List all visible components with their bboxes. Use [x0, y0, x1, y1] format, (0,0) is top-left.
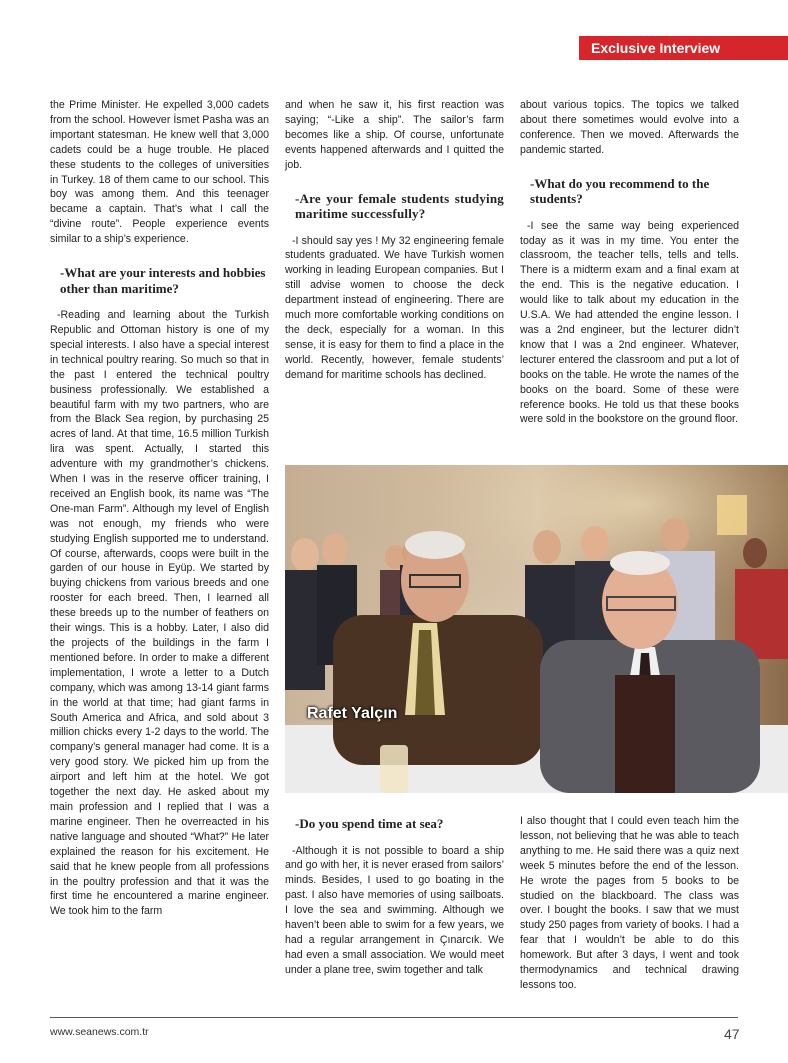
photo-illustration [285, 465, 788, 793]
photo-caption: Rafet Yalçın [307, 705, 398, 722]
column-1 [50, 98, 269, 919]
paragraph: and when he saw it, his first reaction was saying; “-Like a ship”. The sailor’s farm becomes like a ship. Of course, unfortunate events happened afterwards and I quitted the job. [285, 99, 504, 171]
footer-divider [50, 1017, 738, 1018]
column-5 [520, 814, 739, 993]
question-heading: -What are your interests and hobbies other than maritime? [60, 265, 266, 296]
paragraph: -I see the same way being experienced today as it was in my time. You enter the classroom, the teacher tells, tells and tells. There is a midterm exam and a final exam at the end. This is the negative education. I would like to talk about my education in the U.S.A. We had attended the engine lesson. I was a 2nd engineer, but the lecturer didn’t know that I was a 2nd engineer. Whatever, lecturer entered the classroom and put a lot of books on the table. He wrote the names of the books on the board. Some of these were reference books. He told us that these books were sold in the bookstore on the ground floor. [520, 219, 739, 426]
column-4 [285, 800, 504, 978]
column-2 [285, 98, 504, 383]
paragraph: -Although it is not possible to board a ship and go with her, it is never erased from sailors’ minds. Besides, I used to go boating in the past. I also have memories of using sailboats. I love the sea and swimming. Although we haven’t been able to swim for a few years, we had a regular arrangement in Çınarcık. We had even a small association. We would meet under a plane tree, swim together and talk [285, 844, 504, 976]
column-3 [520, 98, 739, 427]
footer-url: www.seanews.com.tr [50, 1026, 149, 1038]
section-header [579, 36, 788, 60]
paragraph: the Prime Minister. He expelled 3,000 cadets from the school. However İsmet Pasha was an important statesman. He knew well that 3,000 cadets could be a huge trouble. He placed these students to the colleges of universities in Turkey. 18 of them came to our school. This boy was among them. And this teenager became a captain. That’s what I call the “divine route”. People experience events similar to a ship’s experience. [50, 99, 269, 246]
question-heading: -What do you recommend to the students? [530, 175, 710, 207]
paragraph: about various topics. The topics we talked about there sometimes would evolve into a conference. Then we moved. Afterwards the pandemic started. [520, 99, 739, 156]
section-title: Exclusive Interview [591, 40, 721, 56]
paragraph: I also thought that I could even teach him the lesson, not believing that he was able to teach anything to me. He said there was a quiz next week 5 minutes before the end of the lesson. He wrote the pages from 5 books to be studied on the blackboard. The class was over. I bought the books. I saw that we must study 250 pages from variety of books. I had a fear that I wouldn’t be able to do this homework. But after 3 days, I went and took thermodynamics and technical drawing lessons too. [520, 815, 739, 991]
question-heading: -Are your female students studying maritime successfully? [295, 190, 504, 222]
paragraph: -I should say yes ! My 32 engineering female students graduated. We have Turkish women working in leading European companies. But I still advise women to choose the deck department instead of engineering. There are much more comfortable working conditions on the deck, especially for a woman. In this sense, it is easy for them to find a place in the world. Recently, however, female students’ demand for maritime schools has declined. [285, 234, 504, 381]
question-heading: -Do you spend time at sea? [295, 816, 444, 831]
page-number: 47 [724, 1026, 740, 1042]
interview-photo [285, 465, 788, 793]
paragraph: -Reading and learning about the Turkish Republic and Ottoman history is one of my special interests. I also have a special interest in technical poultry rearing. So much so that in the past I entered the technical poultry business professionally. We established a beautiful farm with my two partners, who are from the Black Sea region, by purchasing 25 acres of land. At that time, 16.5 million Turkish lira was spent. Actually, I started this adventure with my grandmother’s chickens. When I was in the reserve officer training, I received an English book, its name was “The One-man Farm”. Although my level of English was not enough, my friends who were studying English supported me to understand. Of course, afterwards, coops were built in the garden of our house in Eyüp. We started by buying chickens from various breeds and one rooster for each breed. Then, I learned all these breeds up to the number of feathers on their wings. This is a hobby. Later, I also did the projects of the buildings in the farm I mentioned before. In order to make a different implementation, I wrote a letter to a Dutch company, which was among 13-14 giant farms in the world at that time; had giant farms in South America and Africa, and sold about 3 million chicks every 1-2 days to the world. The company’s general manager had come. It is a very good story. We picked him up from the airport and left him at the hotel. We got together the next day. He asked about my main profession and I replied that I was a marine engineer. Then he overreacted in his native language and shouted “What?” He later explained the reason for his excitement. He said that he knew people from all professions in the poultry profession and that it was the first time he encountered a marine engineer. We took him to the farm [50, 309, 269, 918]
